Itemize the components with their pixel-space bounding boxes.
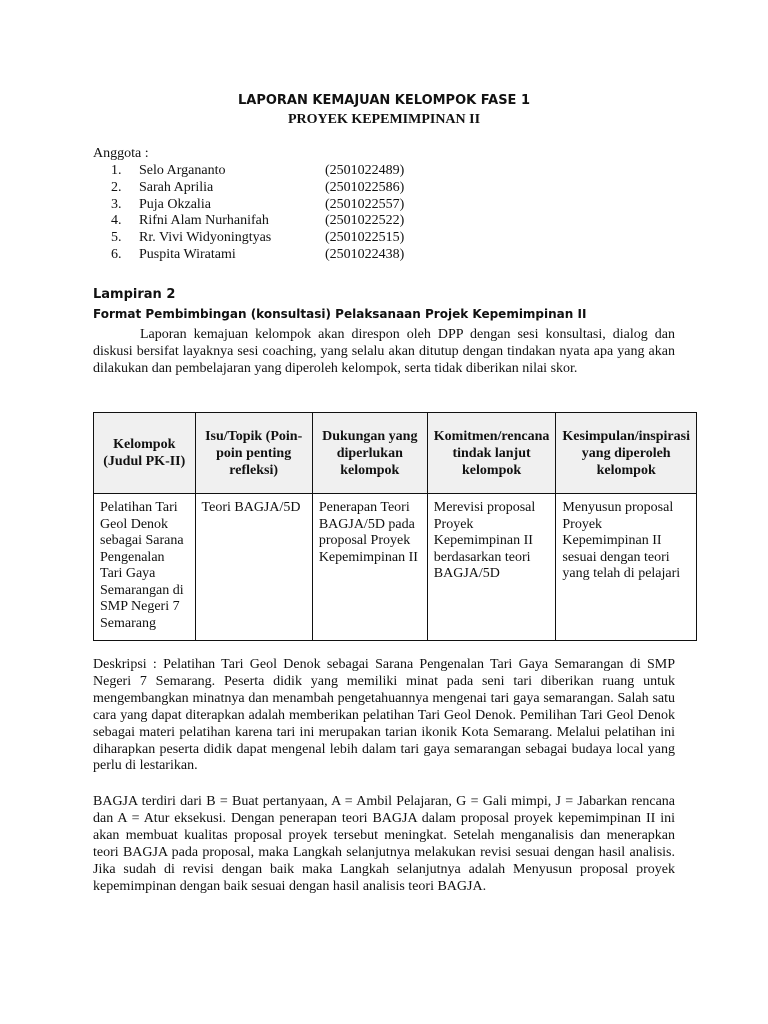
bagja-paragraph: BAGJA terdiri dari B = Buat pertanyaan, A = Ambil Pelajaran, G = Gali mimpi, J = Jabarkan rencana dan A = Atur eksekusi. Dengan penerapan teori BAGJA dalam proposal proyek kepemimpinan II ini akan membuat kualitas proposal proyek tersebut meningkat. Setelah menganalisis dan menerapkan teori BAGJA pada proposal, maka Langkah selanjutnya melakukan revisi sesuai dengan hasil analisis. Jika sudah di revisi dengan baik maka Langkah selanjutnya adalah Menyusun proposal proyek kepemimpinan dengan baik sesuai dengan hasil analisis teori BAGJA. bbox=[93, 794, 675, 894]
member-number: 6. bbox=[111, 246, 122, 262]
member-name: Sarah Aprilia bbox=[139, 179, 214, 195]
member-number: 5. bbox=[111, 230, 122, 246]
member-item bbox=[111, 247, 404, 264]
report-title: LAPORAN KEMAJUAN KELOMPOK FASE 1 bbox=[237, 93, 531, 108]
member-item bbox=[111, 163, 404, 180]
cell-kelompok: Pelatihan Tari Geol Denok sebagai Sarana Pengenalan Tari Gaya Semarangan di SMP Negeri 7 Semarang bbox=[94, 494, 196, 641]
member-number: 1. bbox=[111, 163, 122, 178]
cell-kesimpulan: Menyusun proposal Proyek Kepemimpinan II sesuai dengan teori yang telah di pelajari bbox=[556, 494, 697, 641]
member-item bbox=[111, 213, 404, 230]
report-subtitle: PROYEK KEPEMIMPINAN II bbox=[287, 112, 481, 127]
member-id: (2501022522) bbox=[325, 213, 405, 229]
member-id: (2501022438) bbox=[325, 246, 405, 262]
member-list bbox=[111, 163, 404, 264]
member-item bbox=[111, 180, 404, 197]
header-komitmen: Komitmen/rencana tindak lanjut kelompok bbox=[427, 413, 556, 494]
header-kesimpulan: Kesimpulan/inspirasi yang diperoleh kelompok bbox=[556, 413, 697, 494]
appendix-heading: Lampiran 2 bbox=[93, 287, 176, 302]
description-paragraph: Deskripsi : Pelatihan Tari Geol Denok sebagai Sarana Pengenalan Tari Gaya Semarangan di SMP Negeri 7 Semarang. Peserta didik yang memiliki minat pada seni tari diberikan ruang untuk mengembangkan minatnya dan menambah pengetahuannya mengenai tari gaya semarangan. Salah satu cara yang dapat diterapkan adalah memberikan pelatihan Tari Geol Denok. Pemilihan Tari Geol Denok sebagai materi pelatihan karena tari ini merupakan tarian ikonik Kota Semarang. Melalui pelatihan ini diharapkan peserta didik dapat mengenal lebih dalam tari gaya semarangan sebagai budaya local yang perlu di lestarikan. bbox=[93, 657, 675, 774]
header-isu-topik: Isu/Topik (Poin-poin penting refleksi) bbox=[195, 413, 312, 494]
cell-komitmen: Merevisi proposal Proyek Kepemimpinan II berdasarkan teori BAGJA/5D bbox=[427, 494, 556, 641]
table-row bbox=[94, 494, 697, 641]
member-name: Rifni Alam Nurhanifah bbox=[139, 213, 269, 229]
cell-isu-topik: Teori BAGJA/5D bbox=[195, 494, 312, 641]
member-number: 3. bbox=[111, 196, 122, 212]
member-item bbox=[111, 230, 404, 247]
member-number: 2. bbox=[111, 179, 122, 195]
format-heading: Format Pembimbingan (konsultasi) Pelaksanaan Projek Kepemimpinan II bbox=[93, 307, 587, 321]
intro-paragraph: Laporan kemajuan kelompok akan direspon oleh DPP dengan sesi konsultasi, dialog dan diskusi bersifat layaknya sesi coaching, yang selalu akan ditutup dengan tindakan nyata apa yang akan dilakukan dan pembelajaran yang diperoleh kelompok, serta tidak diberikan nilai skor. bbox=[93, 327, 675, 376]
header-kelompok: Kelompok (Judul PK-II) bbox=[94, 413, 196, 494]
member-id: (2501022557) bbox=[325, 196, 405, 212]
cell-dukungan: Penerapan Teori BAGJA/5D pada proposal Proyek Kepemimpinan II bbox=[312, 494, 427, 641]
member-id: (2501022586) bbox=[325, 179, 405, 195]
member-number: 4. bbox=[111, 213, 122, 229]
members-label: Anggota : bbox=[93, 146, 149, 161]
member-name: Puja Okzalia bbox=[139, 196, 211, 212]
header-dukungan: Dukungan yang diperlukan kelompok bbox=[312, 413, 427, 494]
member-name: Rr. Vivi Widyoningtyas bbox=[139, 230, 272, 246]
member-item bbox=[111, 197, 404, 214]
member-name: Selo Argananto bbox=[139, 163, 226, 178]
member-id: (2501022515) bbox=[325, 230, 405, 246]
member-id: (2501022489) bbox=[325, 163, 405, 178]
member-name: Puspita Wiratami bbox=[139, 246, 236, 262]
consultation-table bbox=[93, 412, 697, 641]
table-header-row bbox=[94, 413, 697, 494]
